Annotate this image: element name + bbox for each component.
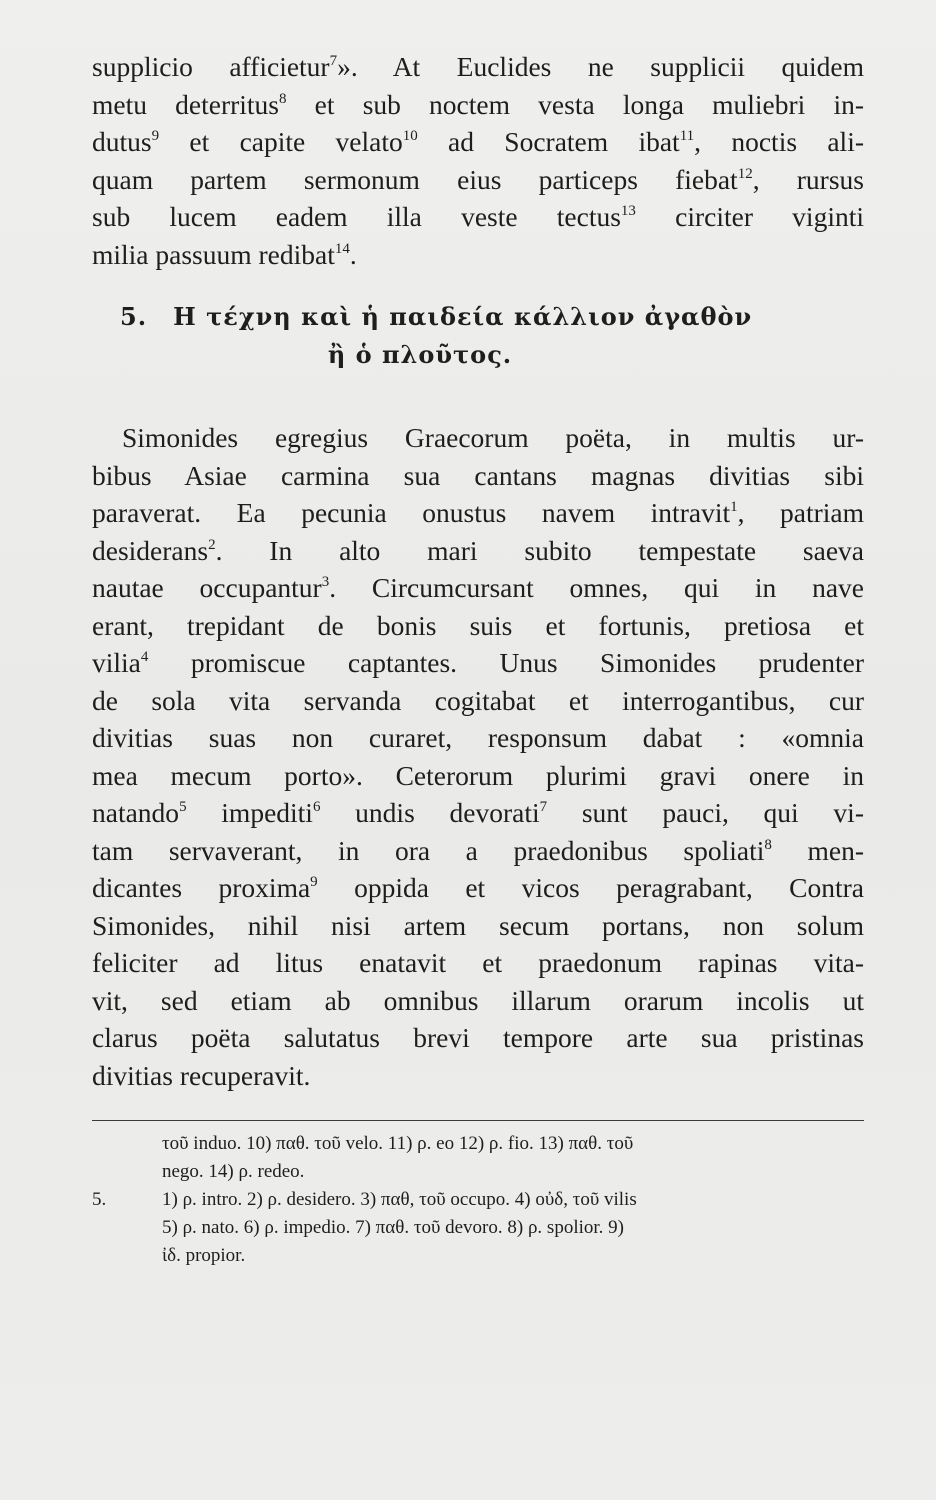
- text-line: quam partem sermonum eius particeps fiebat$^{12}$, rursus: [92, 163, 864, 195]
- footnote-ref: 14: [334, 240, 350, 257]
- footnotes: [92, 1130, 864, 1270]
- text-line: natando$^5$ impediti$^6$ undis devorati$^7$ sunt pauci, qui vi-: [92, 797, 864, 828]
- text-line: vit, sed etiam ab omnibus illarum orarum incolis ut: [92, 984, 864, 1016]
- footnote-ref: 8: [279, 90, 287, 107]
- footnote-ref: 9: [310, 873, 318, 890]
- text-line: milia passuum redibat$^{14}$.: [92, 238, 357, 270]
- footnote-ref: 10: [402, 127, 418, 144]
- footnote-ref: 5: [179, 798, 187, 815]
- footnote-ref: 11: [679, 127, 695, 144]
- footnote-line: nego. 14) ρ. redeo.: [162, 1161, 305, 1182]
- text-line: paraverat. Ea pecunia onustus navem intravit$^1$, patriam: [92, 497, 864, 528]
- text-line: dutus$^9$ et capite velato$^{10}$ ad Socratem ibat$^{11}$, noctis ali-: [92, 126, 864, 157]
- text-line: divitias suas non curaret, responsum dabat : «omnia: [92, 722, 864, 753]
- footnote-ref: 7: [329, 52, 338, 69]
- text-line: dicantes proxima$^9$ oppida et vicos peragrabant, Contra: [92, 872, 864, 903]
- text-line: tam servaverant, in ora a praedonibus spoliati$^8$ men-: [92, 834, 864, 866]
- text-line: sub lucem eadem illa veste tectus$^{13}$ circiter viginti: [92, 201, 864, 232]
- section-number: 5.: [120, 302, 148, 331]
- text-line: de sola vita servanda cogitabat et interrogantibus, cur: [92, 684, 864, 716]
- paragraph-euclides: [92, 48, 864, 273]
- footnote-ref: 8: [764, 836, 772, 853]
- footnote-line: ἰδ. propior.: [162, 1245, 246, 1266]
- footnote-ref: 2: [208, 536, 216, 553]
- footnote-ref: 9: [151, 127, 160, 144]
- footnote-rule: [92, 1120, 864, 1121]
- footnote-ref: 7: [539, 798, 548, 815]
- text-line: clarus poëta salutatus brevi tempore arte sua pristinas: [92, 1022, 864, 1053]
- text-line: nautae occupantur$^3$. Circumcursant omnes, qui in nave: [92, 572, 864, 603]
- footnote-ref: 13: [620, 202, 636, 219]
- footnote-ref: 3: [321, 573, 330, 590]
- text-line: divitias recuperavit.: [92, 1059, 311, 1091]
- footnote-section-label: 5.: [92, 1189, 107, 1210]
- text-line: bibus Asiae carmina sua cantans magnas divitias sibi: [92, 459, 864, 491]
- text-line: erant, trepidant de bonis suis et fortunis, pretiosa et: [92, 609, 864, 641]
- footnote-ref: 12: [737, 165, 753, 182]
- text-line: Simonides, nihil nisi artem secum portans, non solum: [92, 909, 864, 941]
- footnote-line: 5. 1) ρ. intro. 2) ρ. desidero. 3) παθ, τοῦ occupo. 4) οὐδ, τοῦ vilis: [92, 1186, 864, 1214]
- text-line: mea mecum porto». Ceterorum plurimi gravi onere in: [92, 759, 864, 791]
- heading-line-1: 5. Η τέχνη καὶ ἡ παιδεία κάλλιον ἀγαθὸν: [120, 302, 753, 331]
- footnote-ref: 6: [312, 798, 321, 815]
- section-heading: [120, 302, 840, 378]
- text-line: desiderans$^2$. In alto mari subito tempestate saeva: [92, 534, 864, 566]
- text-line: supplicio afficietur$^7$». At Euclides ne supplicii quidem: [92, 51, 865, 82]
- text-line: vilia$^4$ promiscue captantes. Unus Simonides prudenter: [92, 647, 864, 678]
- text-line: Simonides egregius Graecorum poëta, in multis ur-: [122, 422, 864, 453]
- footnote-ref: 4: [140, 648, 149, 665]
- paragraph-simonides: [92, 419, 864, 1094]
- text-line: metu deterritus$^8$ et sub noctem vesta longa muliebri in-: [92, 88, 864, 120]
- footnote-line: 5) ρ. nato. 6) ρ. impedio. 7) παθ. τοῦ devoro. 8) ρ. spolior. 9): [162, 1217, 624, 1238]
- footnote-line: τοῦ induo. 10) παθ. τοῦ velo. 11) ρ. eo 12) ρ. fio. 13) παθ. τοῦ: [162, 1133, 634, 1154]
- heading-line-2: ἢ ὁ πλοῦτος.: [327, 340, 513, 369]
- text-line: feliciter ad litus enatavit et praedonum rapinas vita-: [92, 947, 864, 978]
- footnote-ref: 1: [730, 498, 738, 515]
